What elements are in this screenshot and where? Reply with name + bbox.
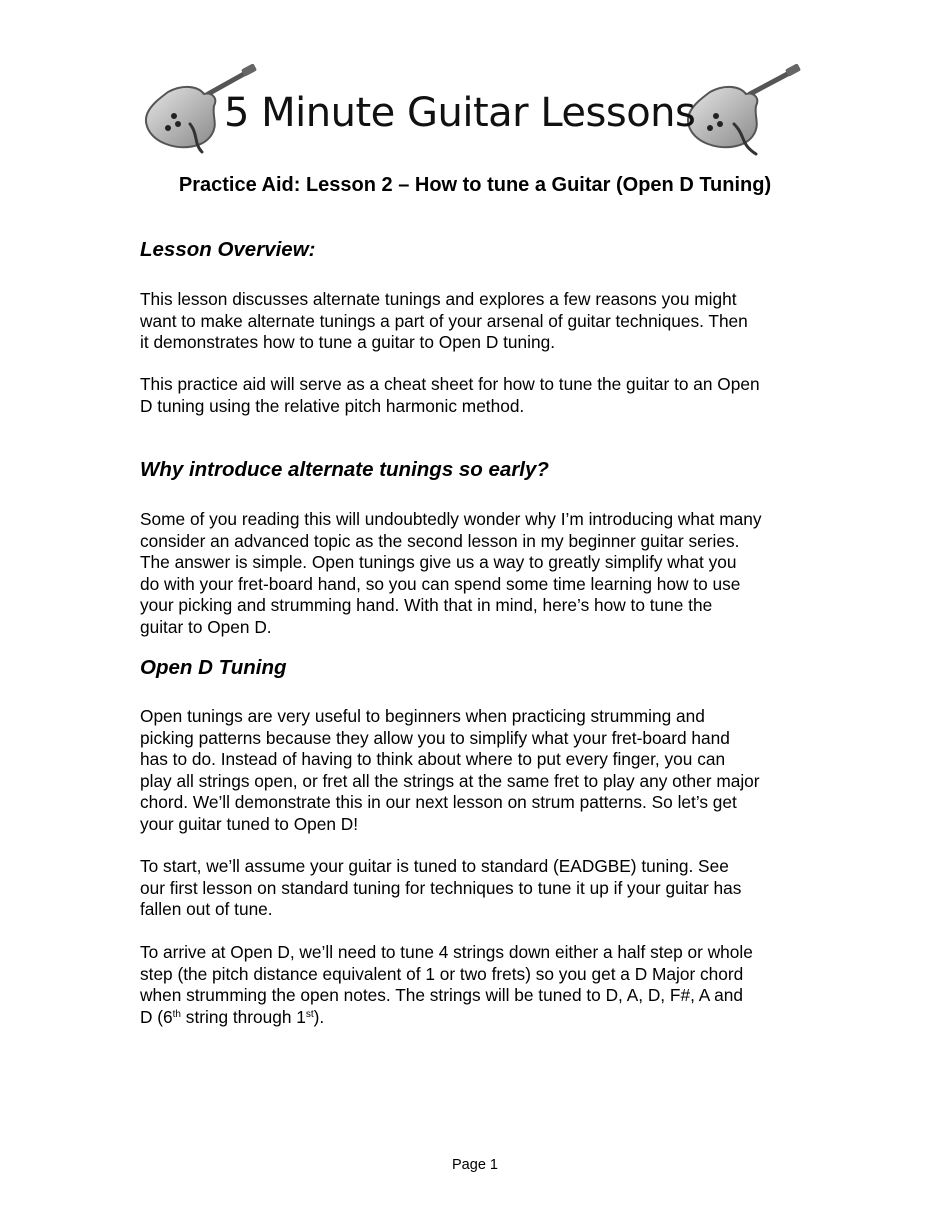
text-line [140,1007,830,1029]
header-banner [138,64,804,158]
open-d-paragraph-1 [140,706,830,836]
text-line: play all strings open, or fret all the strings at the same fret to play any other major [140,770,760,791]
text-line: chord. We’ll demonstrate this in our next lesson on strum patterns. So let’s get [140,792,737,813]
text-line: has to do. Instead of having to think about where to put every finger, you can [140,749,726,770]
overview-paragraph-1 [140,289,830,354]
text-line: it demonstrates how to tune a guitar to Open D tuning. [140,332,555,353]
text-fragment: D (6 [140,1006,173,1027]
superscript: st [305,1008,314,1020]
text-line: want to make alternate tunings a part of your arsenal of guitar techniques. Then [140,310,748,331]
text-line: fallen out of tune. [140,899,273,920]
text-line: To start, we’ll assume your guitar is tuned to standard (EADGBE) tuning. See [140,856,729,876]
text-line: step (the pitch distance equivalent of 1 or two frets) so you get a D Major chord [140,963,744,984]
text-line: when strumming the open notes. The strings will be tuned to D, A, D, F#, A and [140,985,743,1006]
text-line: This practice aid will serve as a cheat sheet for how to tune the guitar to an Open [140,374,760,394]
section-heading-why: Why introduce alternate tunings so early? [140,458,549,481]
text-line: This lesson discusses alternate tunings and explores a few reasons you might [140,289,737,309]
text-line: do with your fret-board hand, so you can spend some time learning how to use [140,573,741,594]
why-paragraph-1 [140,509,830,639]
text-line: Open tunings are very useful to beginners when practicing strumming and [140,706,705,726]
overview-paragraph-2 [140,374,830,417]
text-fragment: ). [313,1006,325,1027]
text-line: Some of you reading this will undoubtedly wonder why I’m introducing what many [140,509,762,529]
text-line: picking patterns because they allow you to simplify what your fret-board hand [140,727,730,748]
text-line: guitar to Open D. [140,616,272,637]
text-line: your guitar tuned to Open D! [140,813,359,834]
section-heading-open-d: Open D Tuning [140,656,287,679]
open-d-paragraph-3 [140,942,830,1028]
page-number: Page 1 [452,1157,498,1173]
banner-logo-text: 5 Minute Guitar Lessons [224,90,696,136]
text-line: D tuning using the relative pitch harmonic method. [140,395,525,416]
text-fragment: string through 1 [181,1006,306,1027]
text-line: To arrive at Open D, we’ll need to tune 4 strings down either a half step or whole [140,942,753,962]
open-d-paragraph-2 [140,856,830,921]
text-line: The answer is simple. Open tunings give us a way to greatly simplify what you [140,552,737,573]
superscript: th [172,1008,181,1020]
page-title: Practice Aid: Lesson 2 – How to tune a Guitar (Open D Tuning) [178,174,772,196]
text-line: consider an advanced topic as the second lesson in my beginner guitar series. [140,530,740,551]
section-heading-overview: Lesson Overview: [140,238,316,261]
text-line: your picking and strumming hand. With that in mind, here’s how to tune the [140,595,713,616]
guitar-icon-right [688,64,801,154]
text-line: our first lesson on standard tuning for techniques to tune it up if your guitar has [140,877,742,898]
